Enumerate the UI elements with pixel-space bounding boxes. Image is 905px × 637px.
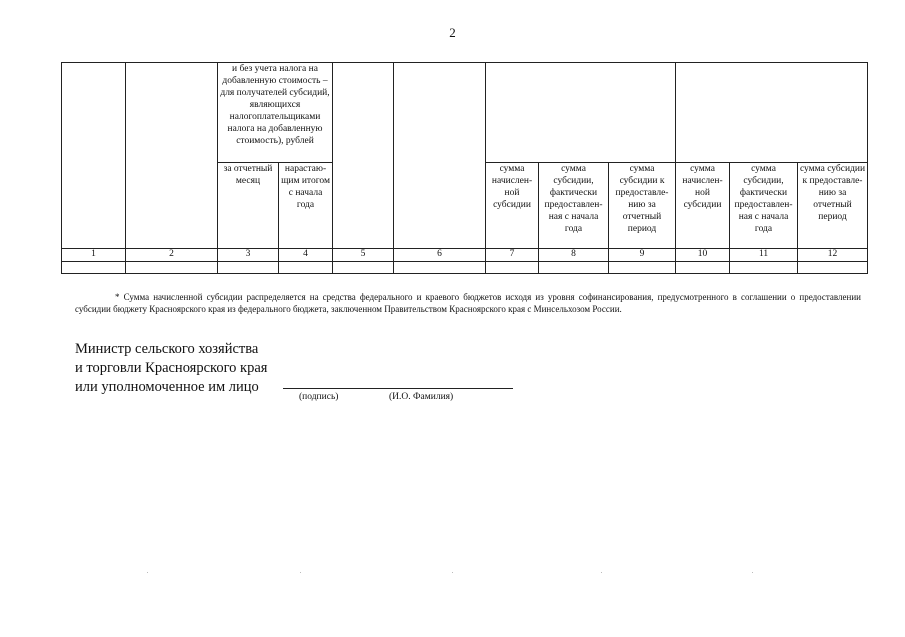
header-cell-col7-9 bbox=[486, 63, 676, 163]
column-number: 3 bbox=[218, 249, 279, 262]
scan-speck bbox=[752, 572, 753, 573]
empty-cell bbox=[676, 262, 730, 274]
signature-line bbox=[283, 388, 513, 389]
header-cell-col2 bbox=[126, 63, 218, 249]
empty-cell bbox=[126, 262, 218, 274]
signatory-block bbox=[75, 340, 267, 397]
column-number: 10 bbox=[676, 249, 730, 262]
sub-header-col11: сумма субсидии, фактически предоставлен-ная с начала года bbox=[730, 163, 798, 249]
signatory-line: или уполномоченное им лицо bbox=[75, 379, 259, 395]
empty-cell bbox=[62, 262, 126, 274]
signatory-line: и торговли Красноярского края bbox=[75, 360, 268, 376]
column-number: 5 bbox=[333, 249, 394, 262]
column-number: 8 bbox=[539, 249, 609, 262]
empty-cell bbox=[279, 262, 333, 274]
empty-cell bbox=[218, 262, 279, 274]
column-number: 11 bbox=[730, 249, 798, 262]
column-number-row bbox=[62, 249, 868, 262]
column-number: 1 bbox=[62, 249, 126, 262]
signatory-line: Министр сельского хозяйства bbox=[75, 341, 259, 357]
footnote: * Сумма начисленной субсидии распределяется на средства федерального и краевого бюджетов исходя из уровня софинансирования, предусмотренного в соглашении о предоставлении субсидии бюджету Красноярского края из федерального бюджета, заключенном Правительством Красноярского края с Минсельхозом России. bbox=[75, 292, 861, 314]
sub-header-col3: за отчетный месяц bbox=[218, 163, 279, 249]
sub-header-col8: сумма субсидии, фактически предоставлен-ная с начала года bbox=[539, 163, 609, 249]
scan-speck bbox=[452, 572, 453, 573]
column-number: 12 bbox=[798, 249, 868, 262]
scan-speck bbox=[300, 572, 301, 573]
header-text-col3-4: и без учета налога на добавленную стоимость – для получателей субсидий, являющихся налогоплательщиками налога на добавленную стоимость), рублей bbox=[220, 64, 330, 146]
empty-cell bbox=[798, 262, 868, 274]
sub-header-col9: сумма субсидии к предоставле-нию за отчетный период bbox=[609, 163, 676, 249]
empty-cell bbox=[486, 262, 539, 274]
empty-cell bbox=[539, 262, 609, 274]
name-caption: (И.О. Фамилия) bbox=[389, 392, 454, 402]
scan-speck bbox=[601, 572, 602, 573]
sub-header-col7: сумма начислен-ной субсидии bbox=[486, 163, 539, 249]
empty-cell bbox=[394, 262, 486, 274]
sub-header-col10: сумма начислен-ной субсидии bbox=[676, 163, 730, 249]
empty-data-row bbox=[62, 262, 868, 274]
page-number: 2 bbox=[449, 25, 456, 40]
header-row-continued bbox=[62, 63, 868, 163]
column-number: 6 bbox=[394, 249, 486, 262]
sub-header-col4: нарастаю-щим итогом с начала года bbox=[279, 163, 333, 249]
column-number: 2 bbox=[126, 249, 218, 262]
scan-speck bbox=[147, 572, 148, 573]
header-cell-col3-4 bbox=[218, 63, 333, 163]
empty-cell bbox=[333, 262, 394, 274]
column-number: 7 bbox=[486, 249, 539, 262]
signature-caption: (подпись) bbox=[299, 392, 339, 402]
report-table bbox=[61, 62, 868, 274]
sub-header-col12: сумма субсидии к предоставле-нию за отчетный период bbox=[798, 163, 868, 249]
column-number: 4 bbox=[279, 249, 333, 262]
empty-cell bbox=[730, 262, 798, 274]
header-cell-col10-12 bbox=[676, 63, 868, 163]
empty-cell bbox=[609, 262, 676, 274]
header-cell-col6 bbox=[394, 63, 486, 249]
header-cell-col5 bbox=[333, 63, 394, 249]
header-cell-col1 bbox=[62, 63, 126, 249]
column-number: 9 bbox=[609, 249, 676, 262]
